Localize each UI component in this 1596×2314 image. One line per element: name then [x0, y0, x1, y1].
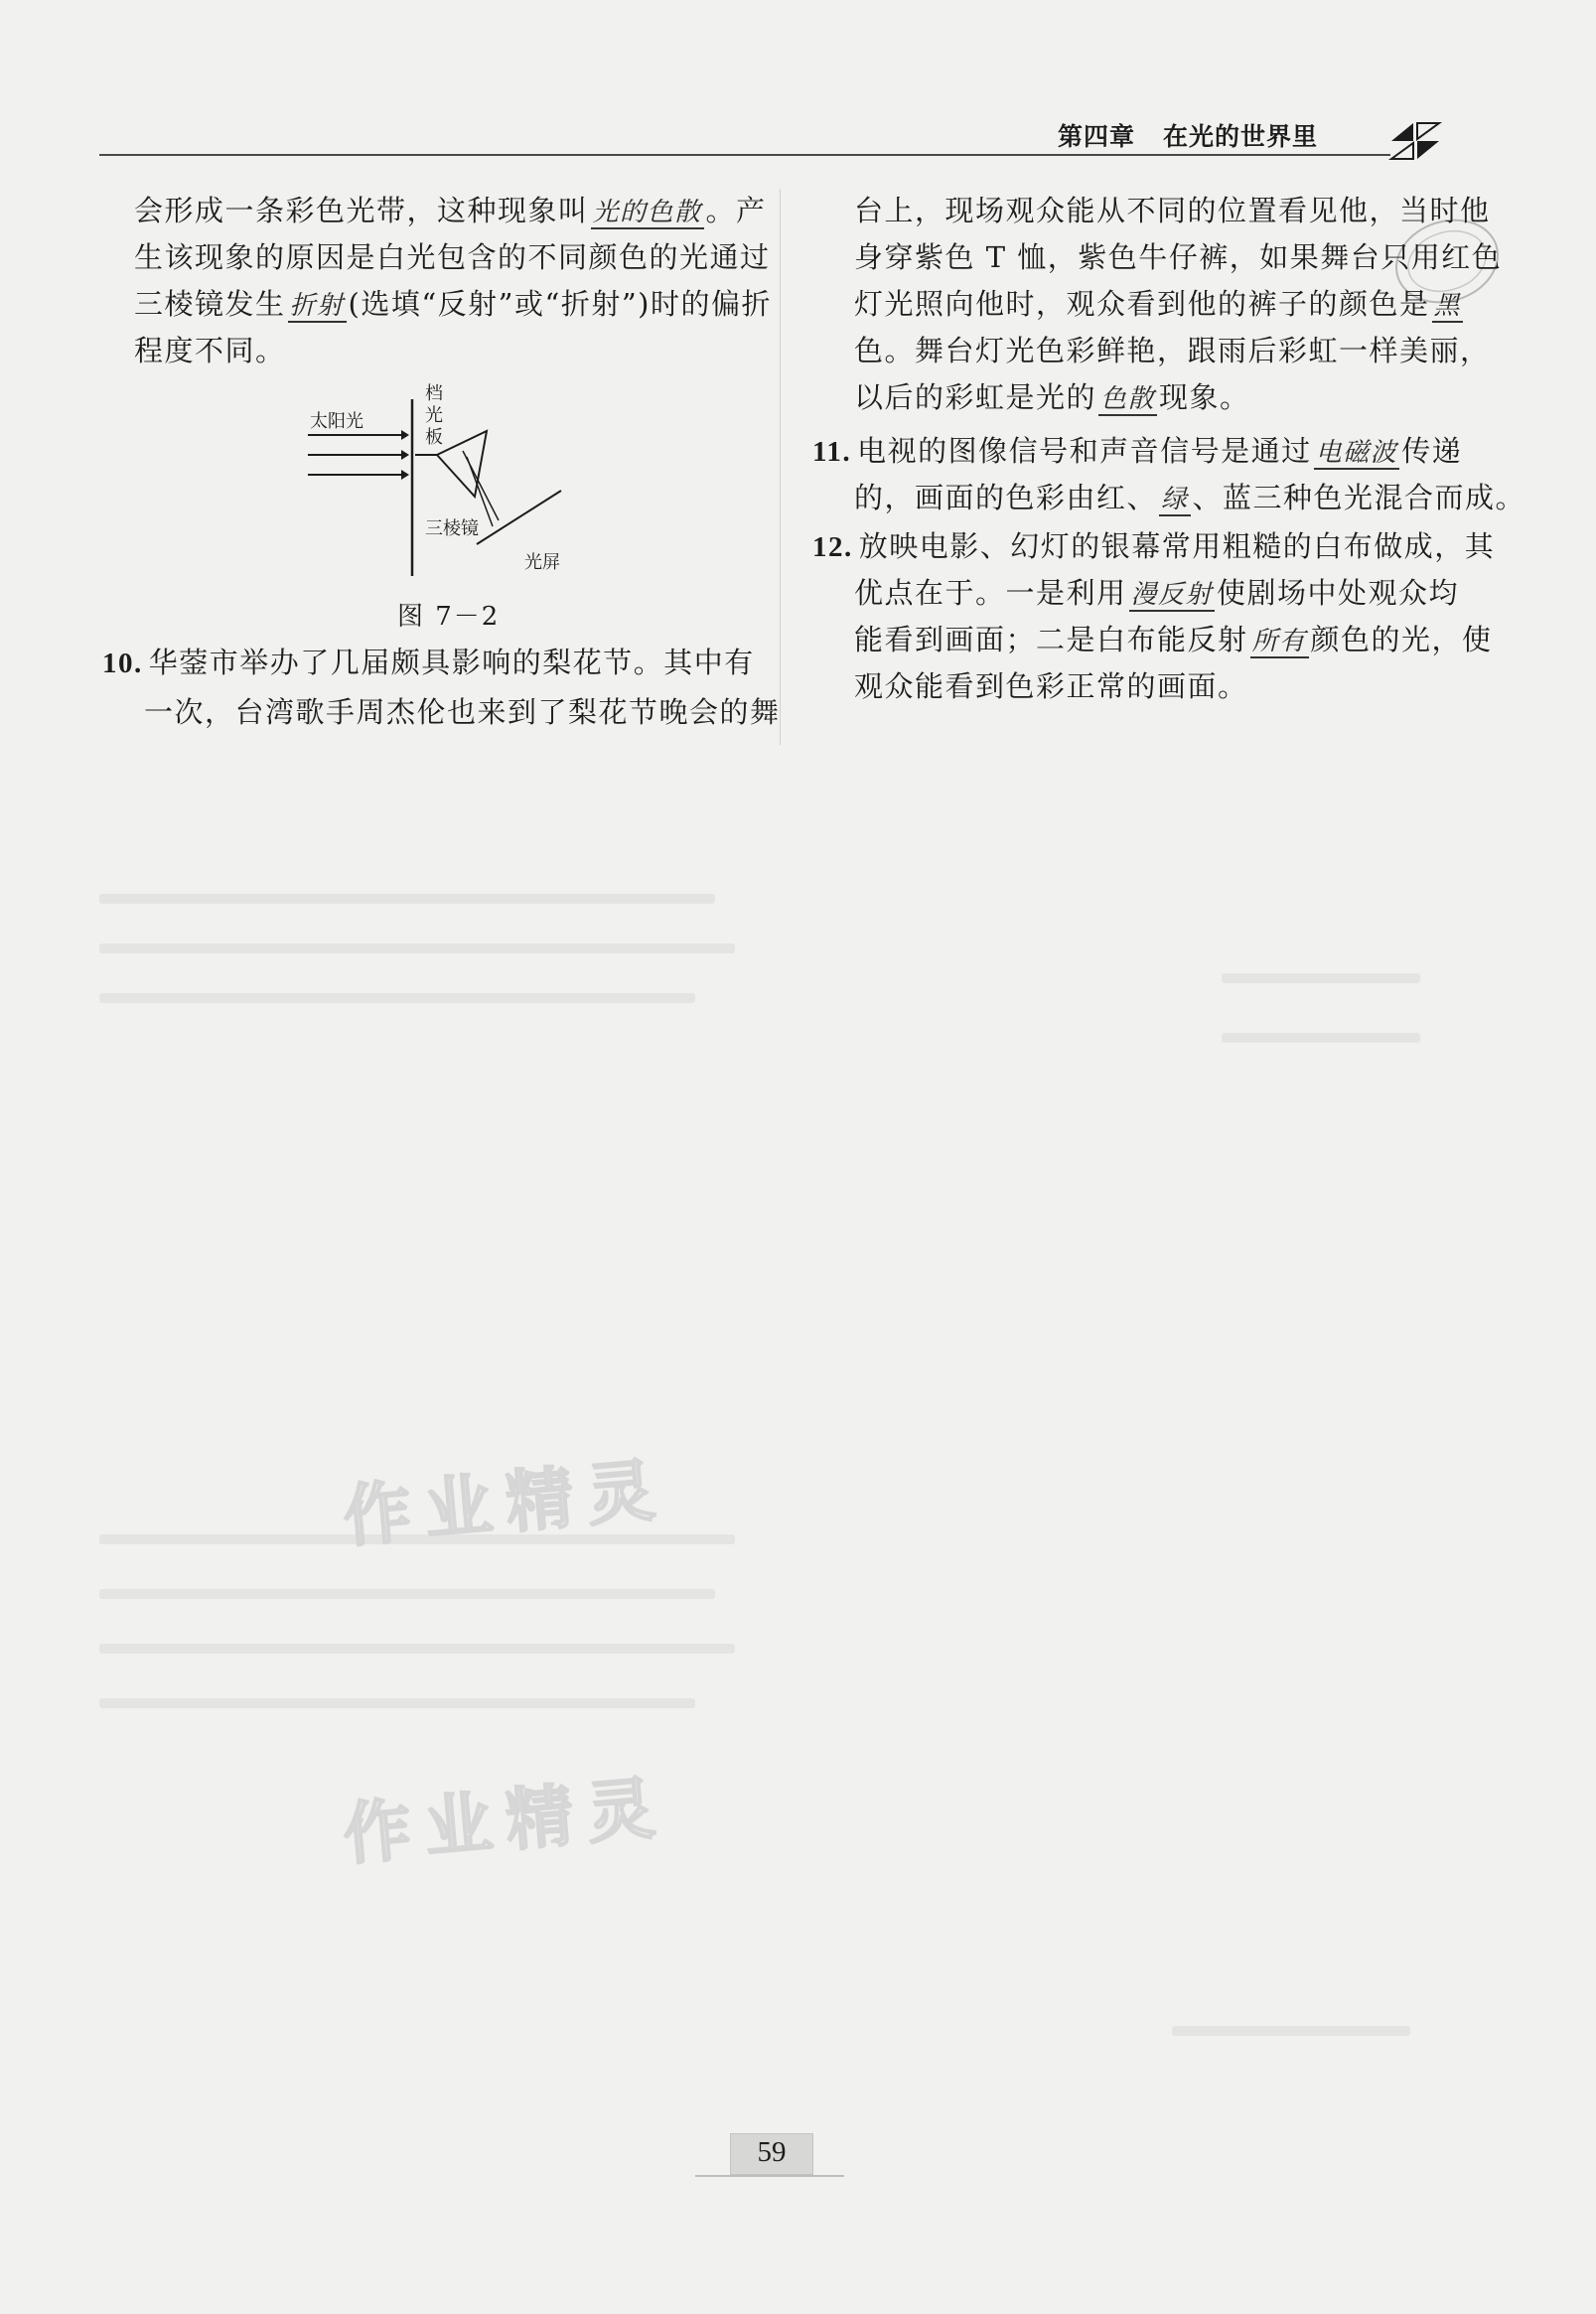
q10-cont-line-4: 色。舞台灯光色彩鲜艳，跟雨后彩虹一样美丽，: [854, 334, 1491, 367]
q11-text: 电视的图像信号和声音信号是通过: [857, 434, 1312, 468]
q9-line-4: 程度不同。: [134, 334, 286, 367]
q11-text: 、蓝三种色光混合而成。: [1192, 481, 1526, 514]
bleed-through: [99, 1698, 695, 1708]
header-ornament-icon: [1385, 117, 1445, 165]
q10-line-2: 一次，台湾歌手周杰伦也来到了梨花节晚会的舞: [144, 695, 781, 729]
q10-text: 以后的彩虹是光的: [854, 380, 1097, 414]
q11-line-2: [854, 479, 1525, 518]
page-number-box: [730, 2133, 813, 2175]
chapter-title: 在光的世界里: [1163, 122, 1319, 151]
q12-text: 能看到画面；二是白布能反射: [854, 623, 1248, 656]
q10-answer-dispersion: 色散: [1100, 384, 1156, 414]
q10-text: 灯光照向他时，观众看到他的裤子的颜色是: [854, 287, 1430, 321]
label-board-3: 板: [425, 427, 443, 448]
label-light-screen: 光屏: [524, 552, 560, 573]
watermark-text: 作业精灵: [340, 1450, 672, 1558]
q9-text: (选填“反射”或“折射”)时的偏折: [348, 287, 772, 321]
q12-text: 使剧场中处观众均: [1217, 576, 1460, 610]
label-board-1: 档: [425, 383, 443, 404]
q9-text: 。产: [705, 194, 767, 227]
q9-answer-dispersion: 光的色散: [592, 198, 702, 227]
q12-line-1: [812, 527, 1495, 566]
q9-line-2: 生该现象的原因是白光包含的不同颜色的光通过: [134, 240, 771, 274]
label-sunlight: 太阳光: [310, 411, 363, 432]
bleed-through: [99, 943, 735, 953]
column-divider: [780, 189, 781, 745]
q10-number: 10.: [102, 648, 143, 679]
q10-line-1: [102, 644, 755, 682]
bleed-through: [1222, 973, 1420, 983]
label-board-2: 光: [425, 405, 443, 426]
q12-text: 优点在于。一是利用: [854, 576, 1127, 610]
header-rule: [99, 154, 1390, 156]
q10-answer-black: 黑: [1433, 291, 1462, 321]
q12-number: 12.: [812, 531, 853, 563]
q11-answer-em-wave: 电磁波: [1315, 438, 1398, 468]
q11-text: 的，画面的色彩由红、: [854, 481, 1158, 514]
q10-cont-line-1: 台上，现场观众能从不同的位置看见他，当时他: [854, 194, 1491, 227]
q11-text: 传递: [1401, 434, 1463, 468]
q9-line-3: [134, 285, 772, 325]
q12-text: 颜色的光，使: [1310, 623, 1493, 656]
chapter-header: [1058, 117, 1318, 153]
figure-caption: 图 7－2: [397, 602, 501, 632]
q9-text: 三棱镜发生: [134, 287, 286, 321]
bleed-through: [99, 894, 715, 904]
bleed-through: [99, 993, 695, 1003]
prism-diagram: [298, 377, 596, 586]
page-number: 59: [757, 2136, 787, 2168]
q12-answer-diffuse: 漫反射: [1130, 580, 1214, 610]
q10-cont-line-2: 身穿紫色 T 恤，紫色牛仔裤，如果舞台只用红色: [854, 240, 1503, 274]
bleed-through: [99, 1589, 715, 1599]
q12-line-4: 观众能看到色彩正常的画面。: [854, 669, 1248, 703]
page-number-rule: [695, 2175, 844, 2177]
watermark-text: 作业精灵: [340, 1768, 672, 1876]
q12-text: 放映电影、幻灯的银幕常用粗糙的白布做成，其: [858, 529, 1496, 563]
q11-answer-green: 绿: [1161, 485, 1189, 514]
q10-cont-line-3: [854, 285, 1465, 325]
q10-text: 现象。: [1159, 380, 1250, 414]
q12-line-3: [854, 621, 1493, 660]
label-prism: 三棱镜: [425, 518, 479, 539]
q12-answer-all: 所有: [1251, 627, 1307, 656]
q9-answer-refraction: 折射: [289, 291, 345, 321]
q11-number: 11.: [812, 436, 852, 468]
q10-text: 华蓥市举办了几届颇具影响的梨花节。其中有: [148, 646, 755, 679]
q10-cont-line-5: [854, 378, 1250, 418]
q12-line-2: [854, 574, 1459, 614]
q11-line-1: [812, 432, 1462, 472]
q9-line-1: [134, 192, 767, 231]
bleed-through: [1172, 2026, 1410, 2036]
bleed-through: [99, 1644, 735, 1654]
chapter-number: 第四章: [1058, 122, 1136, 151]
q9-text: 会形成一条彩色光带，这种现象叫: [134, 194, 589, 227]
bleed-through: [1222, 1033, 1420, 1043]
